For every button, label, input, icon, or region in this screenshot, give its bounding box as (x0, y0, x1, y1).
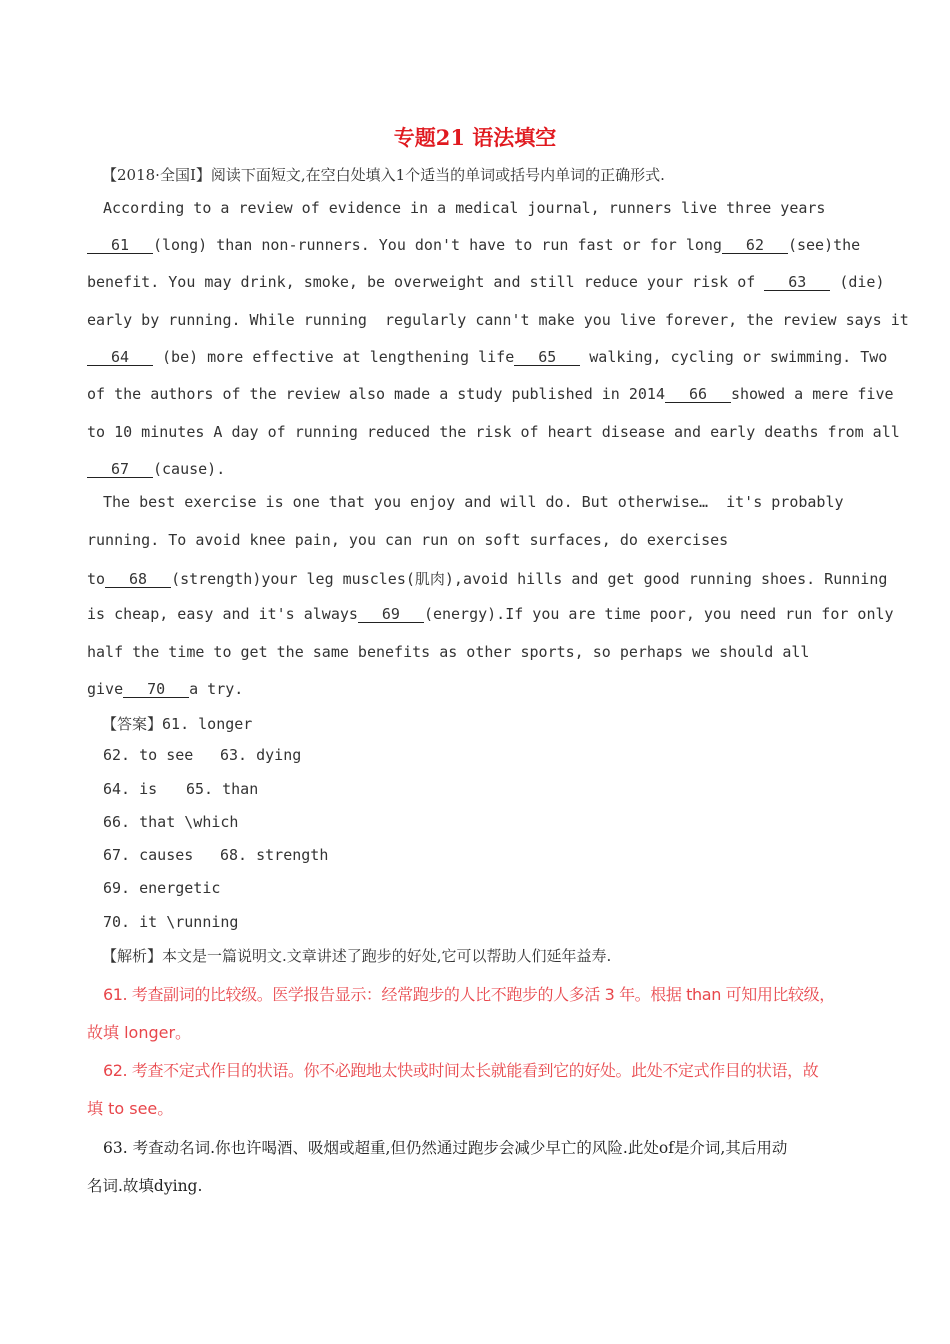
blank-66: 66 (665, 387, 731, 403)
passage-line-12 (87, 605, 894, 623)
answer-62: 62. to see (103, 746, 194, 764)
passage-line-6 (87, 385, 894, 403)
passage-text: benefit. You may drink, smoke, be overweight and still reduce your risk of (87, 273, 765, 291)
blank-63: 63 (764, 275, 830, 291)
blank-61: 61 (87, 238, 153, 254)
answer-69: 69. energetic (103, 879, 221, 897)
answer-heading (102, 713, 252, 734)
blank-65: 65 (514, 350, 580, 366)
analysis-summary (102, 945, 611, 966)
analysis-text: 本文是一篇说明文.文章讲述了跑步的好处,它可以帮助人们延年益寿. (162, 947, 612, 965)
blank-70: 70 (123, 682, 189, 698)
passage-text: is cheap, easy and it's always (87, 605, 358, 623)
answer-68: 68. strength (220, 846, 329, 864)
passage-text: showed a mere five (730, 385, 894, 403)
passage-line-8 (87, 460, 225, 478)
passage-line-9: The best exercise is one that you enjoy and will do. But otherwise… it's probably (103, 493, 844, 511)
blank-67: 67 (87, 462, 153, 478)
intro-instruction: 【2018·全国Ⅰ】阅读下面短文,在空白处填入1个适当的单词或括号内单词的正确形式. (102, 166, 665, 184)
analysis-63-line-2: 名词.故填dying. (87, 1177, 203, 1195)
passage-text: (see)the (787, 236, 861, 254)
answer-64: 64. is (103, 780, 158, 798)
analysis-61-line-2: 故填 longer。 (87, 1023, 192, 1042)
passage-text: (energy).If you are time poor, you need run for only (423, 605, 894, 623)
passage-line-2 (87, 236, 860, 254)
answer-61: 61. longer (162, 715, 253, 733)
passage-line-14 (87, 680, 243, 698)
passage-text: (strength)your leg muscles(肌肉),avoid hills and get good running shoes. Running (171, 570, 888, 588)
passage-line-11 (87, 568, 887, 589)
passage-line-3 (87, 273, 885, 291)
passage-line-1: According to a review of evidence in a medical journal, runners live three years (103, 199, 826, 217)
answer-label: 【答案】 (102, 715, 163, 733)
passage-text: a try. (189, 680, 244, 698)
answer-67: 67. causes (103, 846, 194, 864)
page-title: 专题21 语法填空 (393, 125, 557, 150)
analysis-label: 【解析】 (102, 947, 163, 965)
passage-text: of the authors of the review also made a study published in 2014 (87, 385, 665, 403)
passage-line-13: half the time to get the same benefits as other sports, so perhaps we should all (87, 643, 810, 661)
passage-text: to (87, 570, 106, 588)
passage-text: (be) more effective at lengthening life (153, 348, 515, 366)
passage-text: (die) (830, 273, 885, 291)
answer-66: 66. that \which (103, 813, 239, 831)
passage-text: give (87, 680, 124, 698)
blank-64: 64 (87, 350, 153, 366)
blank-68: 68 (105, 572, 171, 588)
analysis-63-line-1: 63. 考查动名词.你也许喝酒、吸烟或超重,但仍然通过跑步会减少早亡的风险.此处of是介词,其后用动 (103, 1139, 788, 1157)
answer-65: 65. than (186, 780, 259, 798)
blank-69: 69 (358, 607, 424, 623)
passage-text: (long) than non-runners. You don't have to run fast or for long (153, 236, 722, 254)
passage-text: (cause). (153, 460, 226, 478)
passage-text: walking, cycling or swimming. Two (580, 348, 888, 366)
blank-62: 62 (722, 238, 788, 254)
passage-line-7: to 10 minutes A day of running reduced the risk of heart disease and early deaths from all (87, 423, 900, 441)
passage-line-10: running. To avoid knee pain, you can run on soft surfaces, do exercises (87, 531, 729, 549)
analysis-61-line-1: 61. 考查副词的比较级。医学报告显示：经常跑步的人比不跑步的人多活 3 年。根据 than 可知用比较级， (103, 985, 835, 1004)
answer-70: 70. it \running (103, 913, 239, 931)
analysis-62-line-1: 62. 考查不定式作目的状语。你不必跑地太快或时间太长就能看到它的好处。此处不定式作目的状语，故 (103, 1061, 819, 1080)
passage-line-5 (87, 348, 887, 366)
analysis-62-line-2: 填 to see。 (87, 1099, 174, 1118)
passage-line-4: early by running. While running regularly cann't make you live forever, the review says it (87, 311, 909, 329)
answer-63: 63. dying (220, 746, 302, 764)
